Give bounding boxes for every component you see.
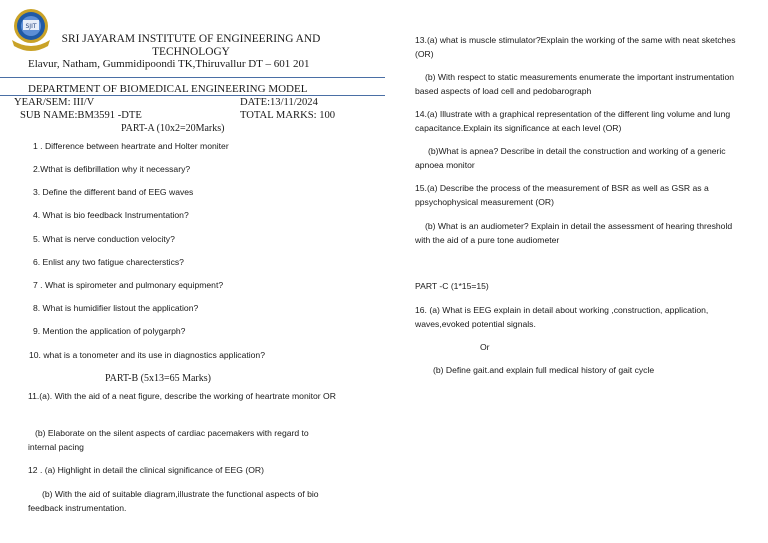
question-15b: (b) What is an audiometer? Explain in detail the assessment of hearing threshold with the aid of a pure tone audiometer bbox=[415, 221, 733, 245]
part-c-title: PART -C (1*15=15) bbox=[415, 281, 489, 291]
header-divider-top bbox=[0, 77, 385, 78]
svg-text:SJIT: SJIT bbox=[25, 23, 37, 30]
question-11b: (b) Elaborate on the silent aspects of cardiac pacemakers with regard to internal pacing bbox=[28, 428, 309, 452]
question-14b: (b)What is apnea? Describe in detail the construction and working of a generic apnoea monitor bbox=[415, 146, 726, 170]
question-13a: 13.(a) what is muscle stimulator?Explain the working of the same with neat sketches (OR) bbox=[415, 35, 736, 59]
year-sem: YEAR/SEM: III/V bbox=[14, 97, 95, 108]
question-4: 4. What is bio feedback Instrumentation? bbox=[33, 210, 189, 220]
institute-logo bbox=[8, 6, 54, 54]
question-7: 7 . What is spirometer and pulmonary equipment? bbox=[33, 280, 224, 290]
question-10: 10. what is a tonometer and its use in diagnostics application? bbox=[29, 350, 265, 360]
question-6: 6. Enlist any two fatigue charecterstics? bbox=[33, 257, 184, 267]
question-14a: 14.(a) Illustrate with a graphical representation of the different ling volume and lung capacitance.Explain its significance at each level (OR) bbox=[415, 109, 731, 133]
institute-name: SRI JAYARAM INSTITUTE OF ENGINEERING AND TECHNOLOGY bbox=[61, 33, 321, 58]
question-9: 9. Mention the application of polygarph? bbox=[33, 326, 186, 336]
question-16b: (b) Define gait.and explain full medical history of gait cycle bbox=[433, 365, 655, 375]
or-separator: Or bbox=[480, 342, 490, 352]
exam-date: DATE:13/11/2024 bbox=[240, 97, 318, 108]
part-b-title: PART-B (5x13=65 Marks) bbox=[105, 373, 211, 384]
question-13b: (b) With respect to static measurements enumerate the important instrumentation based aspects of load cell and pedobarograph bbox=[415, 72, 735, 96]
question-5: 5. What is nerve conduction velocity? bbox=[33, 234, 175, 244]
question-1: 1 . Difference between heartrate and Holter moniter bbox=[33, 141, 229, 151]
total-marks: TOTAL MARKS: 100 bbox=[240, 110, 336, 121]
question-3: 3. Define the different band of EEG waves bbox=[33, 187, 194, 197]
question-2: 2.Wthat is defibrillation why it necessary? bbox=[33, 164, 191, 174]
subject-name: SUB NAME:BM3591 -DTE bbox=[20, 110, 142, 121]
question-15a: 15.(a) Describe the process of the measurement of BSR as well as GSR as a ppsychophysical measurement (OR) bbox=[415, 183, 709, 207]
question-11a: 11.(a). With the aid of a neat figure, describe the working of heartrate monitor OR bbox=[28, 391, 336, 401]
department-title: DEPARTMENT OF BIOMEDICAL ENGINEERING MODEL bbox=[28, 83, 308, 95]
question-8: 8. What is humidifier listout the application? bbox=[33, 303, 199, 313]
part-a-title: PART-A (10x2=20Marks) bbox=[121, 123, 225, 134]
question-16a: 16. (a) What is EEG explain in detail about working ,construction, application, waves,evoked potential signals. bbox=[415, 305, 709, 329]
question-12b: (b) With the aid of suitable diagram,illustrate the functional aspects of bio feedback instrumentation. bbox=[28, 489, 319, 513]
header-divider-bottom bbox=[0, 95, 385, 96]
question-12a: 12 . (a) Highlight in detail the clinical significance of EEG (OR) bbox=[28, 465, 264, 475]
institute-address: Elavur, Natham, Gummidipoondi TK,Thiruvallur DT – 601 201 bbox=[28, 58, 310, 70]
